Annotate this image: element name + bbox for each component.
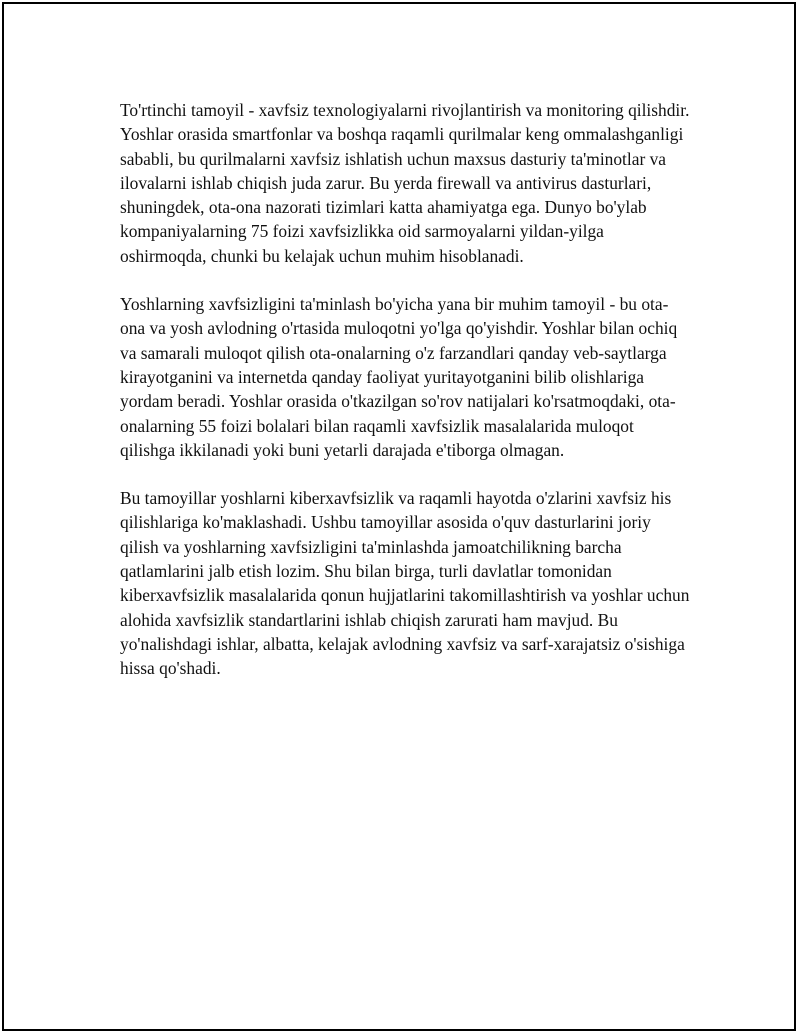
document-page <box>2 2 796 1031</box>
paragraph-2: Yoshlarning xavfsizligini ta'minlash bo'yicha yana bir muhim tamoyil - bu ota-ona va yosh avlodning o'rtasida muloqotni yo'lga qo'yishdir. Yoshlar bilan ochiq va samarali muloqot qilish ota-onalarning o'z farzandlari qanday veb-saytlarga kirayotganini va internetda qanday faoliyat yuritayotganini bilib olishlariga yordam beradi. Yoshlar orasida o'tkazilgan so'rov natijalari ko'rsatmoqdaki, ota-onalarning 55 foizi bolalari bilan raqamli xavfsizlik masalalarida muloqot qilishga ikkilanadi yoki buni yetarli darajada e'tiborga olmagan. <box>120 294 678 460</box>
paragraph-3: Bu tamoyillar yoshlarni kiberxavfsizlik va raqamli hayotda o'zlarini xavfsiz his qilishlariga ko'maklashadi. Ushbu tamoyillar asosida o'quv dasturlarini joriy qilish va yoshlarning xavfsizligini ta'minlashda jamoatchilikning barcha qatlamlarini jalb etish lozim. Shu bilan birga, turli davlatlar tomonidan kiberxavfsizlik masalalarida qonun hujjatlarini takomillashtirish va yoshlar uchun alohida xavfsizlik standartlarini ishlab chiqish zarurati ham mavjud. Bu yo'nalishdagi ishlar, albatta, kelajak avlodning xavfsiz va sarf-xarajatsiz o'sishiga hissa qo'shadi. <box>120 488 690 679</box>
paragraph-1: To'rtinchi tamoyil - xavfsiz texnologiyalarni rivojlantirish va monitoring qilishdir. Yoshlar orasida smartfonlar va boshqa raqamli qurilmalar keng ommalashganligi sababli, bu qurilmalarni xavfsiz ishlatish uchun maxsus dasturiy ta'minotlar va ilovalarni ishlab chiqish juda zarur. Bu yerda firewall va antivirus dasturlari, shuningdek, ota-ona nazorati tizimlari katta ahamiyatga ega. Dunyo bo'ylab kompaniyalarning 75 foizi xavfsizlikka oid sarmoyalarni yildan-yilga oshirmoqda, chunki bu kelajak uchun muhim hisoblanadi. <box>120 100 690 266</box>
document-body <box>120 98 690 705</box>
